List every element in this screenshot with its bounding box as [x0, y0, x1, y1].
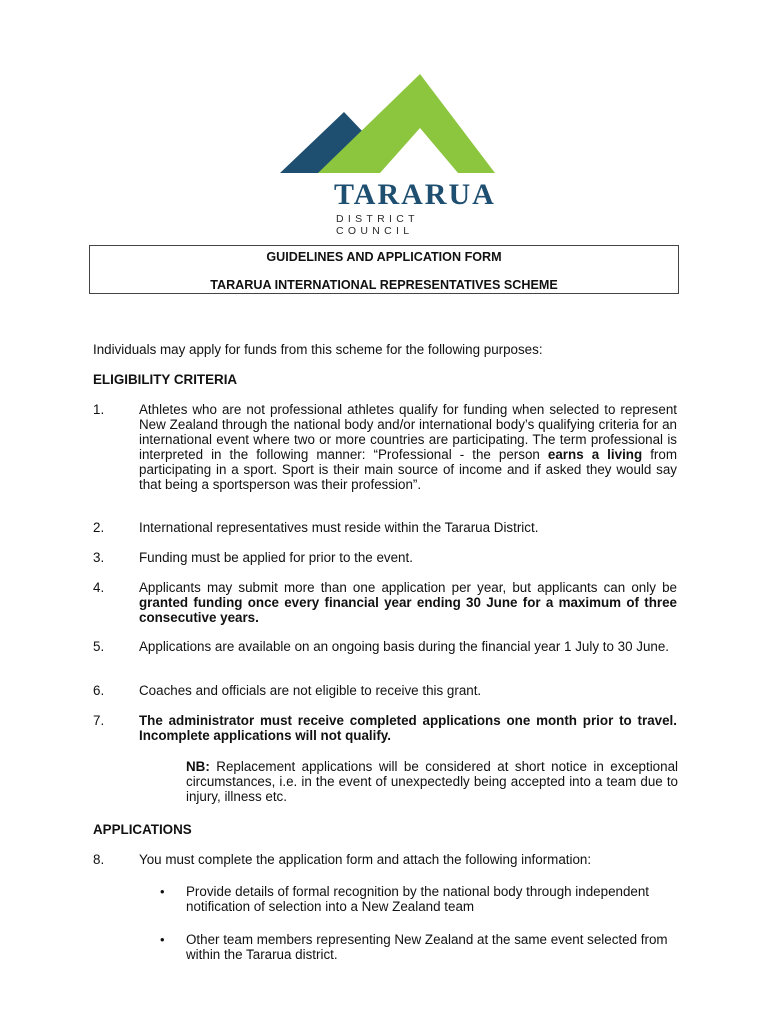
item-number: 8. — [93, 852, 105, 867]
list-item: Funding must be applied for prior to the event. — [139, 550, 413, 565]
list-item: Coaches and officials are not eligible to receive this grant. — [139, 683, 482, 698]
intro-text: Individuals may apply for funds from this scheme for the following purposes: — [93, 342, 543, 357]
list-item: You must complete the application form and attach the following information: — [139, 852, 592, 867]
title-box — [89, 245, 679, 294]
item-number: 5. — [93, 639, 105, 654]
bullet-item: Provide details of formal recognition by the national body through independent notification of selection into a New Zealand team — [186, 884, 650, 914]
logo-name: TARARUA — [334, 178, 496, 211]
bullet-icon: • — [160, 932, 165, 947]
tararua-logo — [278, 72, 498, 237]
list-item: The administrator must receive completed applications one month prior to travel. Incomplete applications will not qualify. — [139, 713, 677, 743]
item-number: 2. — [93, 520, 105, 535]
list-item: Applicants may submit more than one application per year, but applicants can only be granted funding once every financial year ending 30 June for a maximum of three consecutive years. — [139, 580, 677, 625]
item-number: 7. — [93, 713, 105, 728]
bullet-item: Other team members representing New Zealand at the same event selected from within the Tararua district. — [186, 932, 668, 962]
item-number: 6. — [93, 683, 105, 698]
eligibility-heading: ELIGIBILITY CRITERIA — [93, 372, 238, 387]
nb-note: NB: Replacement applications will be considered at short notice in exceptional circumstances, i.e. in the event of unexpectedly being accepted into a team due to injury, illness etc. — [186, 759, 678, 804]
list-item: Applications are available on an ongoing basis during the financial year 1 July to 30 June. — [139, 639, 670, 654]
item-number: 3. — [93, 550, 105, 565]
item-number: 1. — [93, 402, 105, 417]
mountains-icon — [278, 72, 498, 177]
form-title: GUIDELINES AND APPLICATION FORM — [266, 250, 502, 264]
applications-heading: APPLICATIONS — [93, 822, 192, 837]
bullet-icon: • — [160, 884, 165, 899]
list-item: International representatives must reside within the Tararua District. — [139, 520, 539, 535]
list-item: Athletes who are not professional athletes qualify for funding when selected to represent New Zealand through the national body and/or international body’s qualifying criteria for an international event where two or more countries are participating. The term professional is interpreted in the following manner: “Professional - the person earns a living from participating in a sport. Sport is their main source of income and if asked they would say that being a sportsperson was their profession”. — [139, 402, 677, 492]
item-number: 4. — [93, 580, 105, 595]
scheme-title: TARARUA INTERNATIONAL REPRESENTATIVES SCHEME — [210, 278, 558, 292]
logo-subtitle: DISTRICT COUNCIL — [336, 213, 419, 237]
